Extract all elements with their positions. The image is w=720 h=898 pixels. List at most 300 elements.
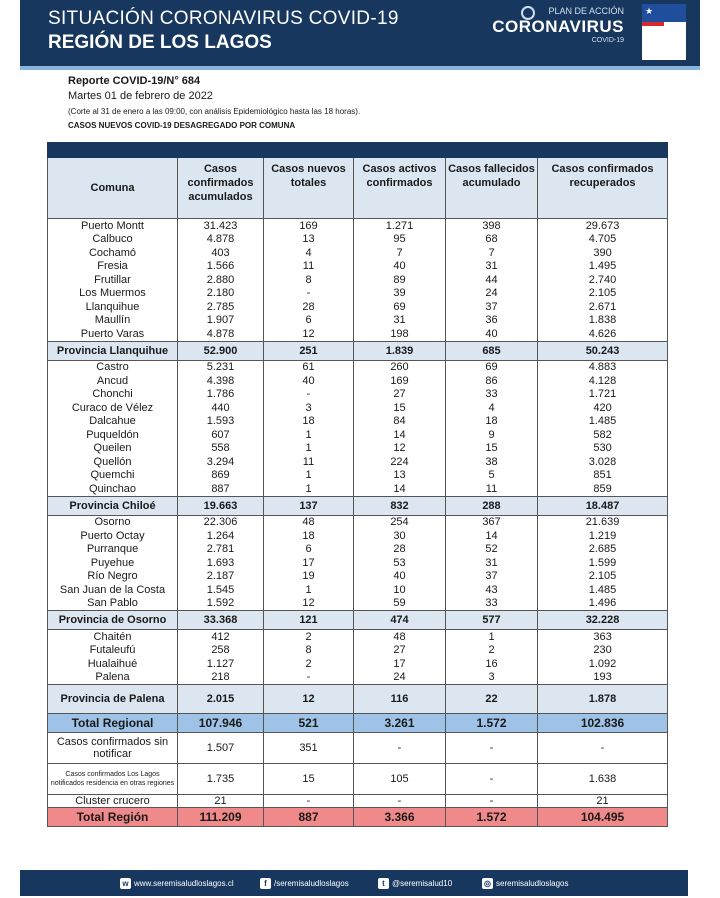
footer-facebook[interactable] — [260, 878, 349, 889]
row-label: Puyehue — [48, 556, 178, 570]
row-value: 3.294 — [178, 455, 264, 469]
footer-twitter[interactable] — [378, 878, 452, 889]
row-label: Chaitén — [48, 630, 178, 644]
row-label: Puerto Varas — [48, 327, 178, 341]
row-value: 1.507 — [178, 733, 264, 764]
header-cell: Casos confirmados acumulados — [178, 158, 264, 219]
row-value: 530 — [538, 442, 668, 456]
instagram-icon: ◎ — [482, 878, 493, 889]
report-info — [68, 75, 360, 132]
row-value: 1.127 — [178, 657, 264, 671]
table-row — [48, 671, 668, 685]
row-label: Chonchi — [48, 388, 178, 402]
row-value: 5.231 — [178, 360, 264, 374]
table-row — [48, 273, 668, 287]
row-value: 40 — [264, 374, 354, 388]
row-value: 28 — [354, 543, 446, 557]
row-value: 390 — [538, 246, 668, 260]
row-value: 2.880 — [178, 273, 264, 287]
table-row — [48, 597, 668, 611]
row-label: Provincia Chiloé — [48, 496, 178, 515]
row-value: 22.306 — [178, 515, 264, 529]
row-value: 12 — [264, 597, 354, 611]
row-value: 1.545 — [178, 583, 264, 597]
table-row — [48, 260, 668, 274]
row-value: 420 — [538, 401, 668, 415]
row-value: 1.839 — [354, 341, 446, 360]
row-value: 105 — [354, 764, 446, 795]
row-value: - — [264, 287, 354, 301]
header-cell: Comuna — [48, 158, 178, 219]
row-value: 1.566 — [178, 260, 264, 274]
row-label: Frutillar — [48, 273, 178, 287]
row-value: 68 — [446, 233, 538, 247]
row-value: 440 — [178, 401, 264, 415]
row-value: 14 — [354, 428, 446, 442]
row-value: 69 — [354, 300, 446, 314]
row-value: 5 — [446, 469, 538, 483]
row-value: 607 — [178, 428, 264, 442]
row-value: 89 — [354, 273, 446, 287]
row-value: 6 — [264, 314, 354, 328]
row-value: 18.487 — [538, 496, 668, 515]
row-value: 169 — [264, 219, 354, 233]
row-label: Río Negro — [48, 570, 178, 584]
report-subtitle: CASOS NUEVOS COVID-19 DESAGREGADO POR COMUNA — [68, 121, 296, 130]
row-value: 2.105 — [538, 287, 668, 301]
row-value: 1.693 — [178, 556, 264, 570]
row-value: 12 — [264, 685, 354, 714]
row-value: 258 — [178, 644, 264, 658]
row-value: 31 — [446, 260, 538, 274]
row-value: 403 — [178, 246, 264, 260]
report-note: (Corte al 31 de enero a las 09:00, con análisis Epidemiológico hasta las 18 horas). — [68, 107, 361, 116]
row-value: 230 — [538, 644, 668, 658]
row-value: 2.671 — [538, 300, 668, 314]
row-label: Maullín — [48, 314, 178, 328]
row-value: 59 — [354, 597, 446, 611]
table-row — [48, 733, 668, 764]
row-label: Quinchao — [48, 482, 178, 496]
row-value: 2.781 — [178, 543, 264, 557]
header-title-line2: REGIÓN DE LOS LAGOS — [48, 32, 272, 53]
row-value: 169 — [354, 374, 446, 388]
row-value: 1.638 — [538, 764, 668, 795]
header-title-line1: SITUACIÓN CORONAVIRUS COVID-19 — [48, 8, 399, 29]
row-label: Llanquihue — [48, 300, 178, 314]
row-label: Quemchi — [48, 469, 178, 483]
row-value: - — [354, 733, 446, 764]
header-divider — [20, 66, 700, 70]
table-row — [48, 428, 668, 442]
row-value: 1.593 — [178, 415, 264, 429]
twitter-icon: t — [378, 878, 389, 889]
row-value: 86 — [446, 374, 538, 388]
row-value: 7 — [354, 246, 446, 260]
footer-web-text: www.seremisaludloslagos.cl — [134, 879, 234, 888]
row-value: 33 — [446, 388, 538, 402]
row-value: 1.786 — [178, 388, 264, 402]
row-value: 582 — [538, 428, 668, 442]
row-value: 33.368 — [178, 611, 264, 630]
footer-web[interactable] — [120, 878, 234, 889]
row-label: Casos confirmados Los Lagos notificados residencia en otras regiones — [48, 764, 178, 795]
row-value: 14 — [446, 529, 538, 543]
table-row — [48, 233, 668, 247]
row-value: 2 — [446, 644, 538, 658]
row-value: 363 — [538, 630, 668, 644]
row-value: 4.883 — [538, 360, 668, 374]
row-value: 1 — [264, 469, 354, 483]
row-value: 1.496 — [538, 597, 668, 611]
footer-bar — [20, 870, 688, 896]
brand-sub-label: COVID-19 — [591, 37, 624, 44]
row-value: - — [264, 795, 354, 808]
table-row — [48, 630, 668, 644]
table-row — [48, 219, 668, 233]
row-value: 521 — [264, 714, 354, 733]
row-value: 40 — [446, 327, 538, 341]
row-value: 1.735 — [178, 764, 264, 795]
row-value: 1.092 — [538, 657, 668, 671]
row-value: 218 — [178, 671, 264, 685]
table-row — [48, 714, 668, 733]
table-row — [48, 415, 668, 429]
table-row — [48, 442, 668, 456]
table-row — [48, 570, 668, 584]
row-value: 2.180 — [178, 287, 264, 301]
row-value: 1.572 — [446, 808, 538, 827]
row-value: 859 — [538, 482, 668, 496]
row-value: 4.705 — [538, 233, 668, 247]
row-value: 2 — [264, 630, 354, 644]
row-value: 30 — [354, 529, 446, 543]
table-row — [48, 360, 668, 374]
row-value: 1 — [264, 482, 354, 496]
row-value: 12 — [354, 442, 446, 456]
row-value: 4 — [264, 246, 354, 260]
table-row — [48, 808, 668, 827]
row-value: 398 — [446, 219, 538, 233]
row-value: 2.187 — [178, 570, 264, 584]
table-row — [48, 529, 668, 543]
cases-table — [47, 142, 668, 827]
row-value: 1.485 — [538, 583, 668, 597]
row-value: - — [446, 795, 538, 808]
table-row — [48, 496, 668, 515]
table-row — [48, 657, 668, 671]
row-value: 19.663 — [178, 496, 264, 515]
row-label: Total Regional — [48, 714, 178, 733]
row-label: San Pablo — [48, 597, 178, 611]
table-row — [48, 455, 668, 469]
facebook-icon: f — [260, 878, 271, 889]
row-value: 198 — [354, 327, 446, 341]
row-value: 21 — [538, 795, 668, 808]
row-label: Palena — [48, 671, 178, 685]
table-row — [48, 543, 668, 557]
report-number: Reporte COVID-19/N° 684 — [68, 75, 201, 87]
row-value: 95 — [354, 233, 446, 247]
row-value: 1.495 — [538, 260, 668, 274]
government-logo: ★ — [642, 4, 686, 60]
row-value: 3.261 — [354, 714, 446, 733]
table-row — [48, 300, 668, 314]
row-value: 869 — [178, 469, 264, 483]
row-value: 4 — [446, 401, 538, 415]
row-value: 107.946 — [178, 714, 264, 733]
table-row — [48, 374, 668, 388]
table-row — [48, 611, 668, 630]
row-value: 27 — [354, 388, 446, 402]
row-value: 10 — [354, 583, 446, 597]
row-label: Queilen — [48, 442, 178, 456]
row-label: Quellón — [48, 455, 178, 469]
row-value: 17 — [264, 556, 354, 570]
row-value: 1.592 — [178, 597, 264, 611]
row-value: 224 — [354, 455, 446, 469]
row-value: 2.740 — [538, 273, 668, 287]
row-value: 48 — [354, 630, 446, 644]
row-value: 13 — [264, 233, 354, 247]
row-value: 4.398 — [178, 374, 264, 388]
row-value: 137 — [264, 496, 354, 515]
row-value: 102.836 — [538, 714, 668, 733]
row-value: 1 — [446, 630, 538, 644]
row-label: Provincia de Palena — [48, 685, 178, 714]
row-value: 4.878 — [178, 233, 264, 247]
row-value: 52.900 — [178, 341, 264, 360]
row-value: 8 — [264, 273, 354, 287]
row-value: 15 — [446, 442, 538, 456]
row-value: 111.209 — [178, 808, 264, 827]
row-value: 2.685 — [538, 543, 668, 557]
row-value: 3.366 — [354, 808, 446, 827]
row-value: 39 — [354, 287, 446, 301]
row-label: Cluster crucero — [48, 795, 178, 808]
header-banner — [20, 0, 700, 66]
row-value: - — [264, 671, 354, 685]
table-row — [48, 583, 668, 597]
header-cell: Casos confirmados recuperados — [538, 158, 668, 219]
row-value: 40 — [354, 260, 446, 274]
row-label: Purranque — [48, 543, 178, 557]
table-row — [48, 341, 668, 360]
table-row — [48, 314, 668, 328]
row-value: 44 — [446, 273, 538, 287]
row-value: 50.243 — [538, 341, 668, 360]
row-value: 1.721 — [538, 388, 668, 402]
row-value: 288 — [446, 496, 538, 515]
row-value: 685 — [446, 341, 538, 360]
row-value: 13 — [354, 469, 446, 483]
row-value: 21.639 — [538, 515, 668, 529]
row-value: 14 — [354, 482, 446, 496]
row-value: 6 — [264, 543, 354, 557]
row-value: 11 — [446, 482, 538, 496]
row-value: 851 — [538, 469, 668, 483]
row-value: 15 — [354, 401, 446, 415]
row-value: 37 — [446, 300, 538, 314]
row-value: 558 — [178, 442, 264, 456]
row-label: Curaco de Vélez — [48, 401, 178, 415]
row-value: 17 — [354, 657, 446, 671]
row-value: 887 — [178, 482, 264, 496]
row-value: 367 — [446, 515, 538, 529]
row-value: 84 — [354, 415, 446, 429]
row-label: Osorno — [48, 515, 178, 529]
table-row — [48, 685, 668, 714]
row-value: 18 — [264, 529, 354, 543]
row-value: 9 — [446, 428, 538, 442]
row-value: 36 — [446, 314, 538, 328]
row-label: Los Muermos — [48, 287, 178, 301]
row-value: 1.485 — [538, 415, 668, 429]
row-label: Casos confirmados sin notificar — [48, 733, 178, 764]
row-value: 12 — [264, 327, 354, 341]
row-value: 24 — [446, 287, 538, 301]
row-label: Hualaihué — [48, 657, 178, 671]
row-value: 1.271 — [354, 219, 446, 233]
row-value: 19 — [264, 570, 354, 584]
row-value: 260 — [354, 360, 446, 374]
report-date: Martes 01 de febrero de 2022 — [68, 90, 213, 102]
table-row — [48, 246, 668, 260]
table-top-bar — [48, 143, 668, 158]
row-value: 7 — [446, 246, 538, 260]
row-value: 43 — [446, 583, 538, 597]
row-value: 18 — [446, 415, 538, 429]
row-value: 1.219 — [538, 529, 668, 543]
row-value: 121 — [264, 611, 354, 630]
row-value: 577 — [446, 611, 538, 630]
footer-facebook-text: /seremisaludloslagos — [274, 879, 349, 888]
table-header-row — [48, 158, 668, 219]
table-row — [48, 764, 668, 795]
row-value: 38 — [446, 455, 538, 469]
row-value: 16 — [446, 657, 538, 671]
header-cell: Casos fallecidos acumulado — [446, 158, 538, 219]
row-value: 37 — [446, 570, 538, 584]
row-value: 8 — [264, 644, 354, 658]
row-label: Provincia Llanquihue — [48, 341, 178, 360]
row-value: 2 — [264, 657, 354, 671]
table-row — [48, 644, 668, 658]
table-row — [48, 469, 668, 483]
row-value: - — [354, 795, 446, 808]
row-value: 15 — [264, 764, 354, 795]
plan-label: PLAN DE ACCIÓN — [548, 6, 624, 16]
row-value: 3.028 — [538, 455, 668, 469]
row-label: Castro — [48, 360, 178, 374]
row-value: 1.264 — [178, 529, 264, 543]
footer-instagram-text: seremisaludloslagos — [496, 879, 569, 888]
row-value: 474 — [354, 611, 446, 630]
footer-twitter-text: @seremisalud10 — [392, 879, 453, 888]
row-value: 2.105 — [538, 570, 668, 584]
row-label: Fresia — [48, 260, 178, 274]
row-value: 1.599 — [538, 556, 668, 570]
table-row — [48, 287, 668, 301]
row-label: Ancud — [48, 374, 178, 388]
row-value: 31 — [354, 314, 446, 328]
row-value: 4.128 — [538, 374, 668, 388]
row-value: 31.423 — [178, 219, 264, 233]
table-row — [48, 401, 668, 415]
row-value: 3 — [264, 401, 354, 415]
row-value: 31 — [446, 556, 538, 570]
brand-label: CORONAVIRUS — [492, 17, 624, 36]
row-value: 1.907 — [178, 314, 264, 328]
plan-logo — [492, 6, 624, 44]
header-cell: Casos activos confirmados — [354, 158, 446, 219]
row-value: 52 — [446, 543, 538, 557]
row-value: - — [538, 733, 668, 764]
row-label: Calbuco — [48, 233, 178, 247]
row-value: 53 — [354, 556, 446, 570]
row-value: 254 — [354, 515, 446, 529]
row-value: 11 — [264, 455, 354, 469]
row-value: 69 — [446, 360, 538, 374]
row-value: - — [446, 733, 538, 764]
table-row — [48, 327, 668, 341]
row-value: 412 — [178, 630, 264, 644]
row-value: 104.495 — [538, 808, 668, 827]
row-value: 22 — [446, 685, 538, 714]
row-value: 40 — [354, 570, 446, 584]
row-value: 116 — [354, 685, 446, 714]
row-value: 33 — [446, 597, 538, 611]
row-value: 3 — [446, 671, 538, 685]
row-value: 2.785 — [178, 300, 264, 314]
table-row — [48, 482, 668, 496]
table-row — [48, 795, 668, 808]
row-value: 2.015 — [178, 685, 264, 714]
row-label: Puerto Montt — [48, 219, 178, 233]
header-cell: Casos nuevos totales — [264, 158, 354, 219]
row-value: 4.626 — [538, 327, 668, 341]
row-value: 48 — [264, 515, 354, 529]
row-value: 21 — [178, 795, 264, 808]
row-label: Puerto Octay — [48, 529, 178, 543]
web-icon: w — [120, 878, 131, 889]
row-value: 24 — [354, 671, 446, 685]
row-value: 832 — [354, 496, 446, 515]
row-value: 1 — [264, 442, 354, 456]
table-row — [48, 515, 668, 529]
row-value: 18 — [264, 415, 354, 429]
row-label: Futaleufú — [48, 644, 178, 658]
row-value: 1 — [264, 583, 354, 597]
row-label: Cochamó — [48, 246, 178, 260]
row-value: 28 — [264, 300, 354, 314]
row-label: Total Región — [48, 808, 178, 827]
row-label: Dalcahue — [48, 415, 178, 429]
row-value: 351 — [264, 733, 354, 764]
row-value: - — [264, 388, 354, 402]
row-value: 27 — [354, 644, 446, 658]
table-row — [48, 388, 668, 402]
row-value: 32.228 — [538, 611, 668, 630]
row-value: 1 — [264, 428, 354, 442]
row-value: 193 — [538, 671, 668, 685]
row-value: 1.572 — [446, 714, 538, 733]
footer-instagram[interactable] — [482, 878, 568, 889]
row-value: - — [446, 764, 538, 795]
row-value: 4.878 — [178, 327, 264, 341]
row-value: 11 — [264, 260, 354, 274]
row-label: Puqueldón — [48, 428, 178, 442]
